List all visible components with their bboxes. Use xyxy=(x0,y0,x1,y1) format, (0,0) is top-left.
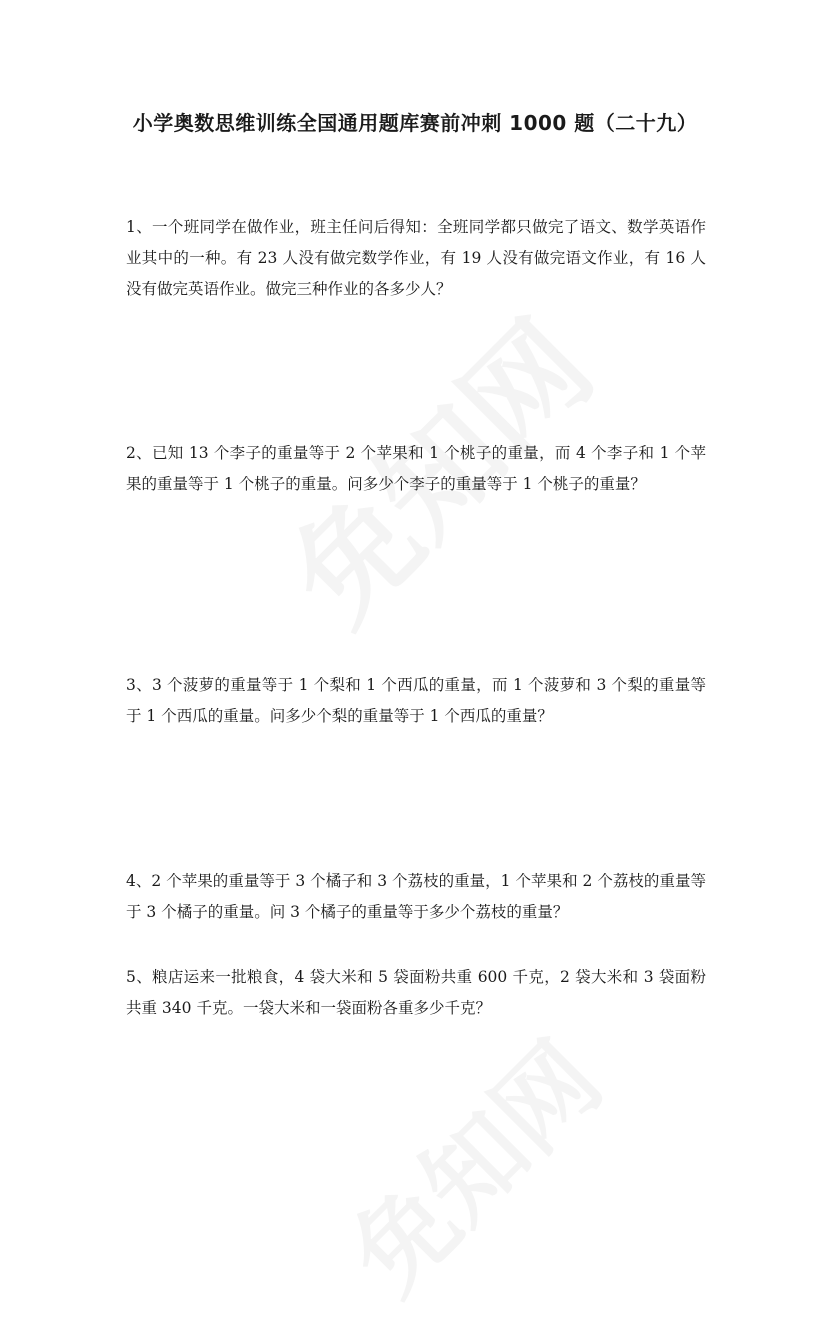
question-2: 2、已知 13 个李子的重量等于 2 个苹果和 1 个桃子的重量，而 4 个李子和 1 个苹果的重量等于 1 个桃子的重量。问多少个李子的重量等于 1 个桃子的重量？ xyxy=(126,444,706,493)
question-1: 1、一个班同学在做作业，班主任问后得知：全班同学都只做完了语文、数学英语作业其中的一种。有 23 人没有做完数学作业，有 19 人没有做完语文作业，有 16 人没有做完英语作业。做完三种作业的各多少人？ xyxy=(126,218,706,298)
watermark-bottom xyxy=(313,1005,627,1319)
page-title: 小学奥数思维训练全国通用题库赛前冲刺 1000 题（二十九） xyxy=(132,111,698,135)
question-3: 3、3 个菠萝的重量等于 1 个梨和 1 个西瓜的重量，而 1 个菠萝和 3 个梨的重量等于 1 个西瓜的重量。问多少个梨的重量等于 1 个西瓜的重量？ xyxy=(126,676,706,725)
question-5: 5、粮店运来一批粮食，4 袋大米和 5 袋面粉共重 600 千克，2 袋大米和 3 袋面粉共重 340 千克。一袋大米和一袋面粉各重多少千克？ xyxy=(126,968,706,1017)
question-4: 4、2 个苹果的重量等于 3 个橘子和 3 个荔枝的重量，1 个苹果和 2 个荔枝的重量等于 3 个橘子的重量。问 3 个橘子的重量等于多少个荔枝的重量？ xyxy=(126,872,706,921)
